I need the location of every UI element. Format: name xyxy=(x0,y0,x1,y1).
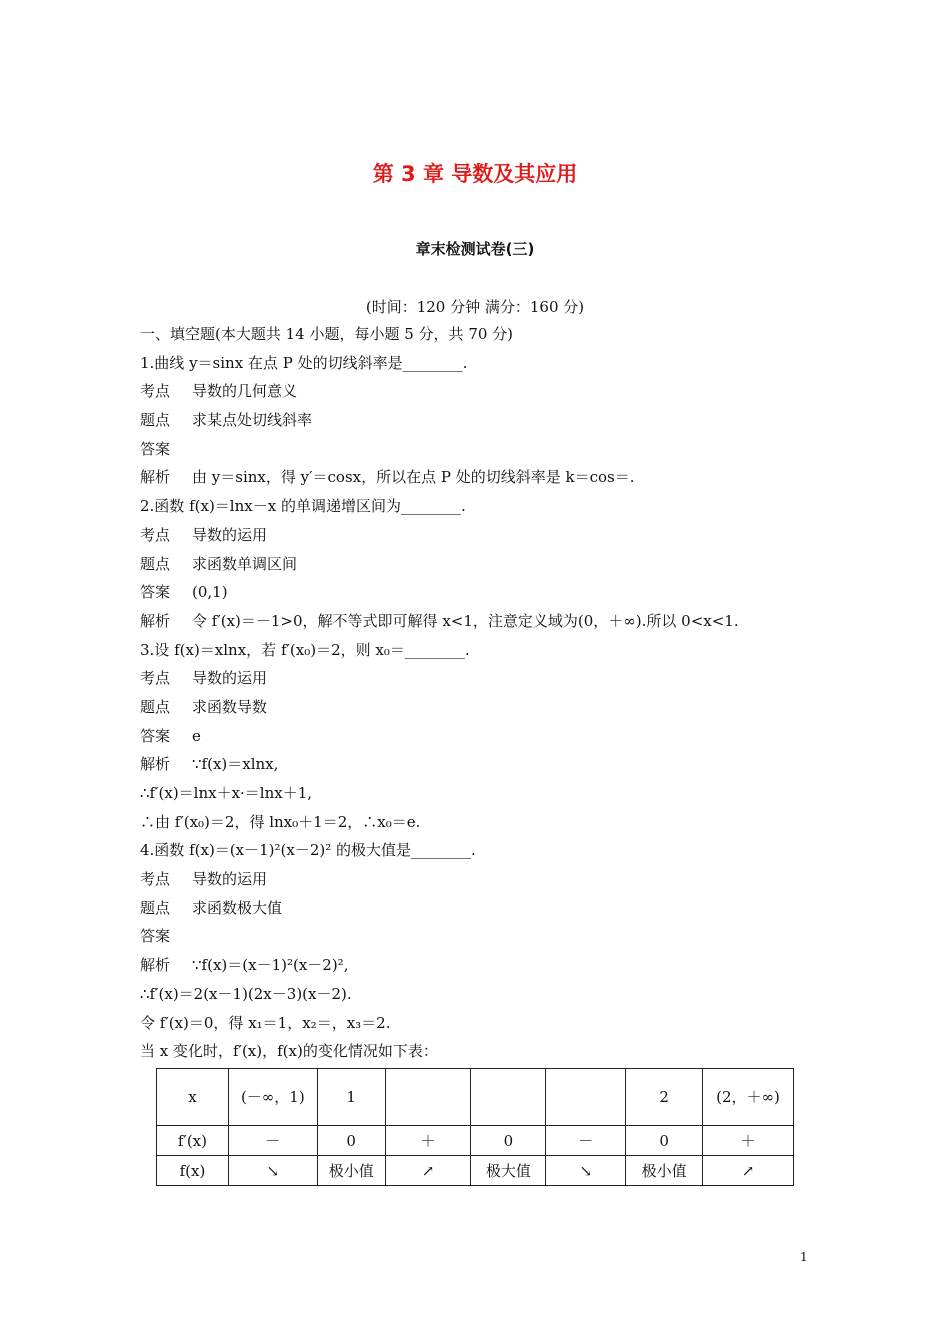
variation-table xyxy=(156,1068,794,1186)
section-heading: 一、填空题(本大题共 14 小题，每小题 5 分，共 70 分) xyxy=(140,325,514,343)
kaodian-line xyxy=(140,377,820,406)
problem-question: 3.设 f(x)＝xlnx，若 f′(x₀)＝2，则 x₀＝________. xyxy=(140,640,470,659)
analysis-text: ∵f(x)＝(x－1)²(x－2)², xyxy=(192,956,349,975)
table-cell: (2，＋∞) xyxy=(703,1069,794,1126)
analysis-line xyxy=(140,951,820,980)
analysis-text: ∵f(x)＝xlnx, xyxy=(192,755,279,774)
answer-value: (0,1) xyxy=(192,583,228,602)
table-cell: ＋ xyxy=(385,1126,471,1156)
problem-question: 1.曲线 y＝sinx 在点 P 处的切线斜率是________. xyxy=(140,353,468,372)
table-cell: x xyxy=(157,1069,229,1126)
kaodian-value: 导数的运用 xyxy=(192,870,268,889)
kaodian-label: 考点 xyxy=(140,525,171,544)
table-cell: 0 xyxy=(626,1126,703,1156)
tidian-label: 题点 xyxy=(140,554,171,573)
table-cell: ↘ xyxy=(546,1156,626,1186)
table-cell: ＋ xyxy=(703,1126,794,1156)
table-cell: ↘ xyxy=(228,1156,317,1186)
analysis-label: 解析 xyxy=(140,956,171,975)
analysis-step: ∴f′(x)＝lnx＋x·＝lnx＋1, xyxy=(140,784,313,802)
kaodian-line xyxy=(140,664,820,693)
tidian-value: 求函数单调区间 xyxy=(192,554,298,573)
answer-line xyxy=(140,578,820,607)
analysis-step: 当 x 变化时，f′(x)，f(x)的变化情况如下表： xyxy=(140,1042,438,1061)
table-cell: － xyxy=(228,1126,317,1156)
tidian-label: 题点 xyxy=(140,697,171,716)
table-row xyxy=(157,1126,794,1156)
analysis-step: 令 f′(x)＝0，得 x₁＝1，x₂＝，x₃＝2. xyxy=(140,1013,391,1032)
table-cell: 极大值 xyxy=(471,1156,546,1186)
tidian-value: 求某点处切线斜率 xyxy=(192,411,313,430)
table-cell: 0 xyxy=(471,1126,546,1156)
table-cell: (－∞，1) xyxy=(228,1069,317,1126)
table-cell xyxy=(385,1069,471,1126)
page-number: 1 xyxy=(800,1250,808,1264)
table-cell: ↗ xyxy=(703,1156,794,1186)
analysis-text: 令 f′(x)＝－1>0，解不等式即可解得 x<1，注意定义域为(0，＋∞).所以 0<x<1. xyxy=(192,611,739,630)
table-row xyxy=(157,1069,794,1126)
tidian-line xyxy=(140,693,820,722)
table-cell: f′(x) xyxy=(157,1126,229,1156)
table-cell: 极小值 xyxy=(626,1156,703,1186)
problem-question: 4.函数 f(x)＝(x－1)²(x－2)² 的极大值是________. xyxy=(140,841,476,860)
table-cell: ↗ xyxy=(385,1156,471,1186)
analysis-text: 由 y＝sinx，得 y′＝cosx，所以在点 P 处的切线斜率是 k＝cos＝. xyxy=(192,468,635,487)
kaodian-value: 导数的运用 xyxy=(192,525,268,544)
kaodian-value: 导数的运用 xyxy=(192,669,268,688)
table-cell: 极小值 xyxy=(317,1156,385,1186)
exam-meta: (时间：120 分钟 满分：160 分) xyxy=(365,298,585,316)
table-cell: 1 xyxy=(317,1069,385,1126)
table-cell: － xyxy=(546,1126,626,1156)
analysis-label: 解析 xyxy=(140,755,171,774)
tidian-label: 题点 xyxy=(140,898,171,917)
analysis-label: 解析 xyxy=(140,468,171,487)
analysis-line xyxy=(140,607,820,636)
exam-subtitle: 章末检测试卷(三) xyxy=(415,240,535,258)
answer-label: 答案 xyxy=(140,726,171,745)
kaodian-label: 考点 xyxy=(140,870,171,889)
answer-value: e xyxy=(192,726,201,745)
kaodian-label: 考点 xyxy=(140,382,171,401)
tidian-line xyxy=(140,406,820,435)
tidian-label: 题点 xyxy=(140,411,171,430)
table-cell: f(x) xyxy=(157,1156,229,1186)
kaodian-line xyxy=(140,521,820,550)
tidian-value: 求函数极大值 xyxy=(192,898,283,917)
analysis-line xyxy=(140,750,820,779)
content-body xyxy=(140,320,820,1066)
analysis-step: ∴由 f′(x₀)＝2，得 lnx₀＋1＝2，∴x₀＝e. xyxy=(140,812,421,831)
analysis-line xyxy=(140,463,820,492)
answer-label: 答案 xyxy=(140,439,171,458)
table-row xyxy=(157,1156,794,1186)
tidian-line xyxy=(140,894,820,923)
answer-line xyxy=(140,722,820,751)
answer-label: 答案 xyxy=(140,927,171,946)
kaodian-line xyxy=(140,865,820,894)
tidian-line xyxy=(140,550,820,579)
kaodian-value: 导数的几何意义 xyxy=(192,382,298,401)
answer-line xyxy=(140,922,820,951)
table-cell: 0 xyxy=(317,1126,385,1156)
answer-line xyxy=(140,435,820,464)
kaodian-label: 考点 xyxy=(140,669,171,688)
answer-label: 答案 xyxy=(140,583,171,602)
table-cell xyxy=(546,1069,626,1126)
chapter-title: 第 3 章 导数及其应用 xyxy=(372,162,578,186)
table-cell xyxy=(471,1069,546,1126)
analysis-label: 解析 xyxy=(140,611,171,630)
analysis-step: ∴f′(x)＝2(x－1)(2x－3)(x－2). xyxy=(140,984,352,1003)
tidian-value: 求函数导数 xyxy=(192,697,268,716)
table-cell: 2 xyxy=(626,1069,703,1126)
problem-question: 2.函数 f(x)＝lnx－x 的单调递增区间为________. xyxy=(140,497,466,516)
